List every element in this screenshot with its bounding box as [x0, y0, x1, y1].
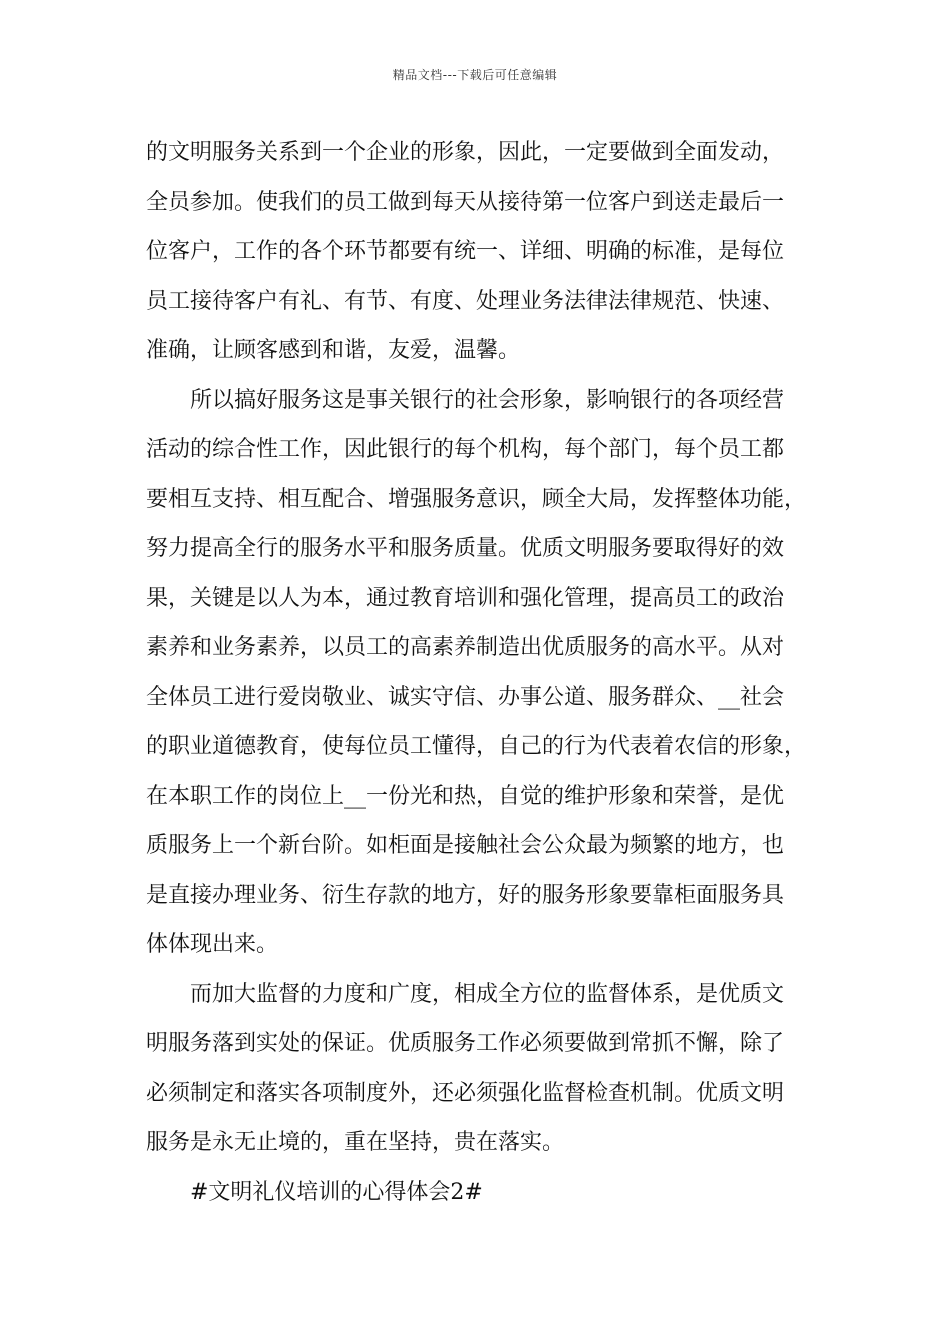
text-line: 体体现出来。 — [146, 932, 279, 957]
text-line: 必须制定和落实各项制度外，还必须强化监督检查机制。优质文明 — [146, 1080, 785, 1106]
text-line: 活动的综合性工作，因此银行的每个机构，每个部门，每个员工都 — [146, 437, 785, 462]
text-line: 的文明服务关系到一个企业的形象，因此，一定要做到全面发动， — [146, 140, 785, 165]
text-line: 在本职工作的岗位上__一份光和热，自觉的维护形象和荣誉，是优 — [146, 783, 785, 809]
text-line: 明服务落到实处的保证。优质服务工作必须要做到常抓不懈，除了 — [146, 1031, 785, 1056]
paragraph — [146, 128, 826, 376]
text-line: 所以搞好服务这是事关银行的社会形象，影响银行的各项经营 — [190, 387, 785, 413]
text-line: 位客户，工作的各个环节都要有统一、详细、明确的标准，是每位 — [146, 239, 785, 264]
text-line: 而加大监督的力度和广度，相成全方位的监督体系，是优质文 — [190, 981, 785, 1007]
paragraph — [146, 1168, 826, 1218]
text-line: 服务是永无止境的，重在坚持，贵在落实。 — [146, 1130, 565, 1155]
text-line: 是直接办理业务、衍生存款的地方，好的服务形象要靠柜面服务具 — [146, 882, 785, 908]
text-line: 质服务上一个新台阶。如柜面是接触社会公众最为频繁的地方，也 — [146, 833, 785, 858]
document-body — [146, 128, 826, 1217]
text-line: 果，关键是以人为本，通过教育培训和强化管理，提高员工的政治 — [146, 585, 785, 611]
text-line: 的职业道德教育，使每位员工懂得，自己的行为代表着农信的形象， — [146, 734, 807, 759]
text-line: 素养和业务素养，以员工的高素养制造出优质服务的高水平。从对 — [146, 635, 785, 660]
text-line: #文明礼仪培训的心得体会2# — [190, 1179, 483, 1205]
text-line: 员工接待客户有礼、有节、有度、处理业务法律法律规范、快速、 — [146, 288, 785, 314]
text-line: 要相互支持、相互配合、增强服务意识，顾全大局，发挥整体功能， — [146, 486, 807, 512]
text-line: 全体员工进行爱岗敬业、诚实守信、办事公道、服务群众、__社会 — [146, 684, 785, 710]
page-header: 精品文档---下载后可任意编辑 — [392, 68, 558, 82]
text-line: 全员参加。使我们的员工做到每天从接待第一位客户到送走最后一 — [146, 189, 785, 215]
text-line: 努力提高全行的服务水平和服务质量。优质文明服务要取得好的效 — [146, 536, 785, 561]
paragraph — [146, 970, 826, 1168]
paragraph — [146, 376, 826, 970]
text-line: 准确，让顾客感到和谐，友爱，温馨。 — [146, 338, 521, 363]
